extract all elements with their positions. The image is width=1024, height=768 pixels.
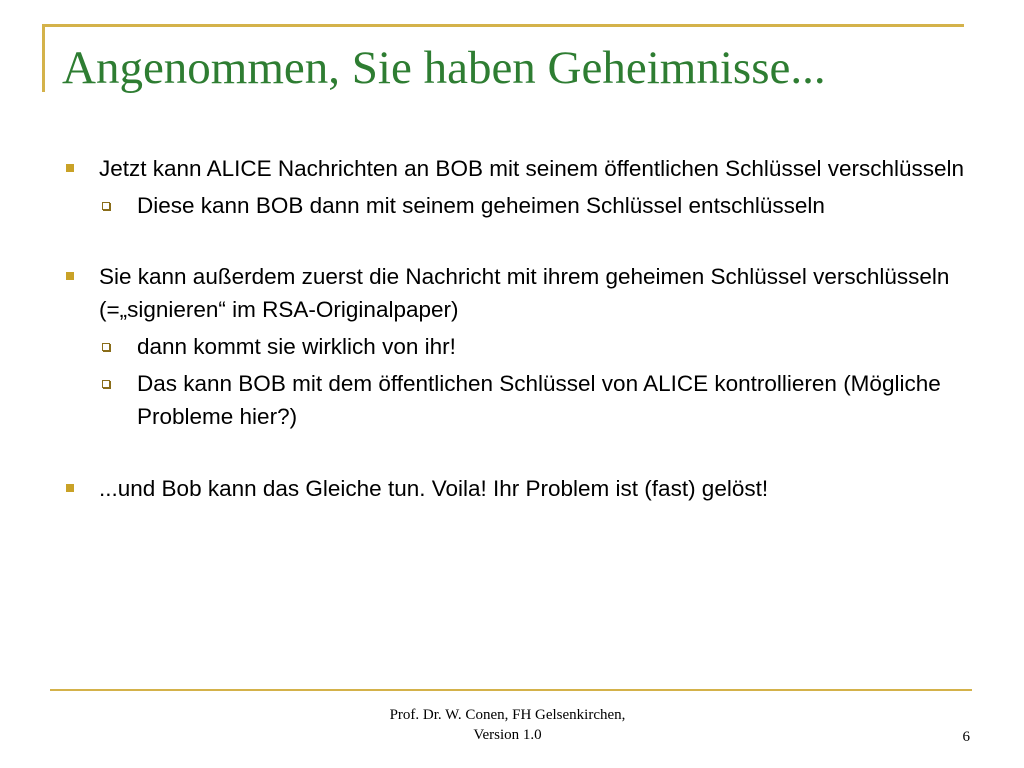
footer-author-line2: Version 1.0 xyxy=(473,727,542,743)
title-frame-left-line xyxy=(42,24,45,92)
slide-body xyxy=(62,152,982,505)
title-frame-top-line xyxy=(44,24,964,27)
footer-author xyxy=(350,705,665,745)
sub-bullet-item xyxy=(62,330,982,363)
hollow-square-bullet-icon xyxy=(102,380,110,388)
sub-bullet-text: dann kommt sie wirklich von ihr! xyxy=(137,334,456,359)
bullet-text: Sie kann außerdem zuerst die Nachricht mit ihrem geheimen Schlüssel verschlüsseln (=„signieren“ im RSA-Originalpaper) xyxy=(99,264,950,322)
square-bullet-icon xyxy=(66,272,74,280)
hollow-square-bullet-icon xyxy=(102,202,110,210)
footer-author-line1: Prof. Dr. W. Conen, FH Gelsenkirchen, xyxy=(389,707,626,723)
square-bullet-icon xyxy=(66,484,74,492)
sub-bullet-text: Das kann BOB mit dem öffentlichen Schlüssel von ALICE kontrollieren (Mögliche Probleme hier?) xyxy=(137,371,941,429)
bullet-item xyxy=(62,472,982,505)
spacer xyxy=(62,433,982,472)
bullet-text: ...und Bob kann das Gleiche tun. Voila! Ihr Problem ist (fast) gelöst! xyxy=(99,476,769,501)
sub-bullet-text: Diese kann BOB dann mit seinem geheimen Schlüssel entschlüsseln xyxy=(137,193,825,218)
bullet-text: Jetzt kann ALICE Nachrichten an BOB mit seinem öffentlichen Schlüssel verschlüsseln xyxy=(99,156,965,181)
bullet-item xyxy=(62,260,982,326)
page-number: 6 xyxy=(962,729,970,745)
slide-title: Angenommen, Sie haben Geheimnisse... xyxy=(62,42,826,94)
footer-divider xyxy=(50,689,972,691)
spacer xyxy=(62,222,982,260)
sub-bullet-item xyxy=(62,367,982,433)
sub-bullet-item xyxy=(62,189,982,222)
hollow-square-bullet-icon xyxy=(102,343,110,351)
bullet-item xyxy=(62,152,982,185)
square-bullet-icon xyxy=(66,164,74,172)
